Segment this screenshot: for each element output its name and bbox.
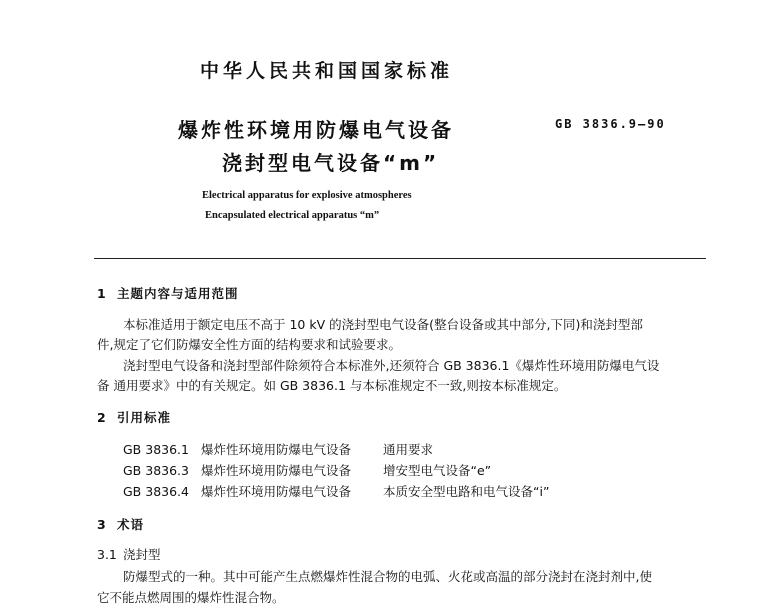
reference-title: 爆炸性环境用防爆电气设备 xyxy=(201,484,352,499)
issuing-organization: 中华人民共和国国家标准 xyxy=(200,60,454,82)
section-2-title: 引用标准 xyxy=(117,410,172,425)
reference-subtitle: 通用要求 xyxy=(383,442,434,457)
standard-title-line1: 爆炸性环境用防爆电气设备 xyxy=(178,118,454,142)
section-1-para1-line1: 本标准适用于额定电压不高于 10 kV 的浇封型电气设备(整台设备或其中部分,下同)和浇封型部 xyxy=(123,317,643,332)
reference-title: 爆炸性环境用防爆电气设备 xyxy=(201,463,352,478)
section-1-number: 1 xyxy=(97,286,106,301)
section-1-para1-line2: 件,规定了它们防爆安全性方面的结构要求和试验要求。 xyxy=(97,337,401,352)
reference-item xyxy=(123,440,433,458)
reference-item xyxy=(123,482,549,500)
reference-subtitle: 本质安全型电路和电气设备“i” xyxy=(383,484,550,499)
english-title-line1: Electrical apparatus for explosive atmospheres xyxy=(202,190,412,201)
subsection-3-1-title: 浇封型 xyxy=(123,547,161,562)
section-3-number: 3 xyxy=(97,517,106,532)
section-1-heading xyxy=(97,284,239,302)
section-2-number: 2 xyxy=(97,410,106,425)
reference-code: GB 3836.1 xyxy=(123,442,189,457)
subsection-3-1-heading xyxy=(97,545,161,563)
subsection-3-1-number: 3.1 xyxy=(97,547,117,562)
section-2-heading xyxy=(97,408,171,426)
section-3-para-line1: 防爆型式的一种。其中可能产生点燃爆炸性混合物的电弧、火花或高温的部分浇封在浇封剂中,使 xyxy=(123,569,652,584)
section-1-para2-line1: 浇封型电气设备和浇封型部件除须符合本标准外,还须符合 GB 3836.1《爆炸性环境用防爆电气设 xyxy=(123,358,660,373)
reference-code: GB 3836.4 xyxy=(123,484,189,499)
section-3-title: 术语 xyxy=(117,517,145,532)
section-1-title: 主题内容与适用范围 xyxy=(117,286,239,301)
english-title-line2: Encapsulated electrical apparatus “m” xyxy=(205,210,380,221)
standard-title-line2: 浇封型电气设备“m” xyxy=(222,151,440,175)
section-3-heading xyxy=(97,515,144,533)
reference-subtitle: 增安型电气设备“e” xyxy=(383,463,492,478)
header-divider xyxy=(94,258,706,259)
reference-code: GB 3836.3 xyxy=(123,463,189,478)
section-3-para-line2: 它不能点燃周围的爆炸性混合物。 xyxy=(97,590,285,605)
reference-item xyxy=(123,461,491,479)
standard-number: GB 3836.9—90 xyxy=(555,117,666,131)
section-1-para2-line2: 备 通用要求》中的有关规定。如 GB 3836.1 与本标准规定不一致,则按本标准规定。 xyxy=(97,378,567,393)
reference-title: 爆炸性环境用防爆电气设备 xyxy=(201,442,352,457)
